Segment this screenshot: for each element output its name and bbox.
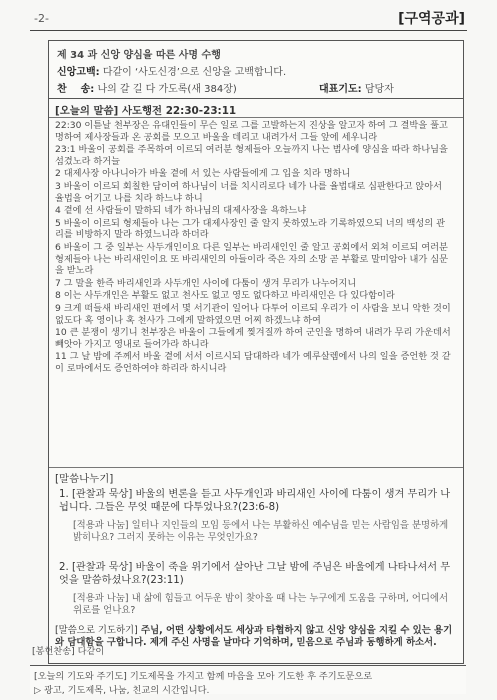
prayer-leader-label: 대표기도: bbox=[319, 84, 362, 95]
question-2: 2. [관찰과 묵상] 바울이 죽을 위기에서 살아난 그날 밤에 주님은 바울에게 나타나셔서 무엇을 말씀하셨나요?(23:11) bbox=[59, 562, 451, 586]
verse: 7 그 말을 한즉 바리새인과 사두개인 사이에 다툼이 생겨 무리가 나누어지니 bbox=[55, 277, 357, 289]
application-2 bbox=[73, 593, 451, 617]
page-number: -2- bbox=[34, 12, 49, 25]
offering-hymn-line bbox=[32, 643, 104, 657]
prayer-line bbox=[319, 80, 394, 95]
scripture-text bbox=[55, 120, 453, 375]
notes-line bbox=[34, 682, 209, 696]
prayer-with-word-label: [말씀으로 기도하기] bbox=[55, 625, 138, 636]
application-1-text: 일터나 지인들의 모임 등에서 나는 부활하신 예수님을 믿는 사람임을 분명하게 밝히나요? 그러지 못하는 이유는 무엇인가요? bbox=[73, 520, 449, 543]
closing-prayer-line bbox=[34, 668, 372, 682]
application-1 bbox=[73, 520, 451, 544]
section-tag: [구역공과] bbox=[398, 11, 465, 27]
verse: 5 바울이 이르되 형제들아 나는 그가 대제사장인 줄 알지 못하였노라 기록하였으되 너의 백성의 관리를 비방하지 말라 하였느니라 하더라 bbox=[55, 217, 445, 241]
verse: 10 큰 분쟁이 생기니 천부장은 바울이 그들에게 찢겨질까 하여 군인을 명하여 내려가 무리 가운데서 빼앗아 가지고 영내로 들어가라 하니라 bbox=[55, 327, 451, 350]
offering-hymn-label: [봉헌찬송] bbox=[32, 646, 75, 657]
header-rule bbox=[30, 30, 467, 31]
verse: 4 곁에 선 사람들이 말하되 네가 하나님의 대제사장을 욕하느냐 bbox=[55, 205, 307, 217]
notes-text: 광고, 기도제목, 나눔, 친교의 시간입니다. bbox=[44, 685, 210, 696]
verse: 11 그 날 밤에 주께서 바울 곁에 서서 이르시되 담대하라 네가 예루살렘에서 나의 일을 증언한 것 같이 로마에서도 증언하여야 하리라 하시니라 bbox=[55, 351, 451, 374]
discussion-rule bbox=[49, 467, 463, 468]
offering-hymn-text: 다같이 bbox=[77, 646, 105, 657]
application-1-label: [적용과 나눔] bbox=[73, 520, 129, 531]
triangle-right-icon: ▷ bbox=[34, 685, 42, 696]
scripture-reference: 사도행전 22:30-23:11 bbox=[121, 105, 237, 117]
hymn-label: 찬 송: bbox=[57, 84, 95, 95]
lesson-info-box bbox=[48, 40, 464, 99]
prayer-with-word bbox=[55, 625, 455, 649]
closing-box bbox=[30, 665, 466, 694]
verse: 3 바울이 이르되 회칠한 담이여 하나님이 너를 치시리로다 네가 나를 율법대로 심판한다고 앉아서 율법을 어기고 나를 치라 하느냐 하니 bbox=[55, 180, 443, 204]
question-1: 1. [관찰과 묵상] 바울의 변론을 듣고 사두개인과 바리새인 사이에 다툼이 생겨 무리가 나뉩니다. 그들은 무엇 때문에 다투었나요?(23:6-8) bbox=[59, 489, 451, 513]
confession-text: 다같이 ‘사도신경’으로 신앙을 고백합니다. bbox=[102, 67, 287, 78]
scripture-discussion-box bbox=[48, 98, 464, 664]
closing-prayer-text: 기도제목을 가지고 함께 마음을 모아 기도한 후 주기도문으로 bbox=[129, 671, 373, 682]
application-2-text: 내 삶에 힘들고 어두운 밤이 찾아올 때 나는 누구에게 도움을 구하며, 어디에서 위로를 얻나요? bbox=[73, 593, 449, 616]
verse: 22:30 이튿날 천부장은 유대인들이 무슨 일로 그를 고발하는지 진상을 알고자 하여 그 결박을 풀고 명하여 제사장들과 온 공회를 모으고 바울을 데리고 내려가서 그들 앞에 세우니라 bbox=[55, 120, 448, 143]
prayer-with-word-text: 주님, 어떤 상황에서도 세상과 타협하지 않고 신앙 양심을 지킬 수 있는 용기와 담대함을 구합니다. 제게 주신 사명을 날마다 기억하며, 믿음으로 주님과 동행하게 하소서. bbox=[55, 625, 453, 648]
verse: 2 대제사장 아나니아가 바울 곁에 서 있는 사람들에게 그 입을 치라 명하니 bbox=[55, 168, 351, 180]
prayer-leader-text: 담당자 bbox=[364, 84, 394, 95]
confession-line bbox=[57, 63, 286, 78]
hymn-text: 나의 갈 길 다 가도록(새 384장) bbox=[97, 84, 237, 95]
application-2-label: [적용과 나눔] bbox=[73, 593, 129, 604]
hymn-line bbox=[57, 80, 237, 95]
confession-label: 신앙고백: bbox=[57, 67, 100, 78]
verse: 9 크게 떠들새 바리새인 편에서 몇 서기관이 일어나 다투어 이르되 우리가 이 사람을 보니 악한 것이 없도다 혹 영이나 혹 천사가 그에게 말하였으면 어찌 하겠느냐 하여 bbox=[55, 302, 451, 326]
verse: 23:1 바울이 공회를 주목하여 이르되 여러분 형제들아 오늘까지 나는 범사에 양심을 따라 하나님을 섬겼노라 하거늘 bbox=[55, 144, 448, 167]
scripture-heading bbox=[55, 102, 236, 117]
scripture-rule bbox=[49, 117, 463, 118]
discussion-label: [말씀나누기] bbox=[55, 473, 114, 485]
verse: 8 이는 사두개인은 부활도 없고 천사도 없고 영도 없다하고 바리새인은 다 있다함이라 bbox=[55, 290, 395, 302]
lesson-title: 제 34 과 신앙 양심을 따른 사명 수행 bbox=[57, 50, 221, 61]
closing-prayer-label: [오늘의 기도와 주기도] bbox=[34, 671, 127, 682]
scripture-label: [오늘의 말씀] bbox=[55, 105, 119, 117]
verse: 6 바울이 그 중 일부는 사두개인이요 다른 일부는 바리새인인 줄 알고 공회에서 외쳐 이르되 여러분 형제들아 나는 바리새인이요 또 바리새인의 아들이라 죽은 자의 소망 곧 부활로 말미암아 내가 심문을 받노라 bbox=[55, 241, 448, 277]
